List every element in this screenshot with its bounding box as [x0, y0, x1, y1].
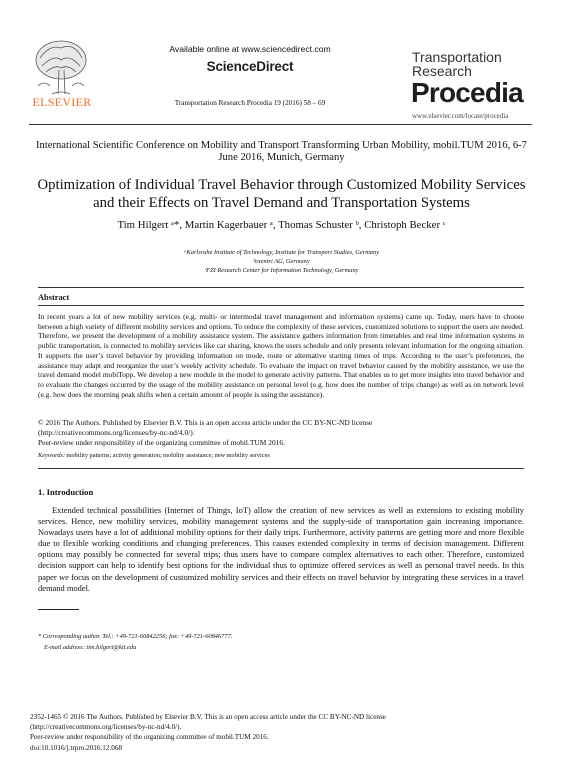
available-online-text: Available online at www.sciencedirect.com	[169, 44, 331, 54]
affiliation-a: ᵃKarlsruhe Institute of Technology, Institute for Transport Studies, Germany	[183, 249, 380, 256]
author-list: Tim Hilgert ᵃ*, Martin Kagerbauer ᵃ, Thomas Schuster ᵇ, Christoph Becker ᶜ	[117, 219, 446, 231]
page-footer	[30, 712, 510, 753]
procedia-logo-text: Procedia	[411, 77, 523, 108]
abstract-copyright-line: © 2016 The Authors. Published by Elsevier B.V. This is an open access article under the CC BY-NC-ND license	[38, 418, 373, 427]
footer-doi[interactable]: doi:10.1016/j.trpro.2016.12.068	[30, 743, 123, 752]
procedia-line-1: Transportation	[412, 49, 502, 65]
abstract-peer-review: Peer-review under responsibility of the organizing committee of mobil.TUM 2016.	[38, 438, 285, 447]
journal-reference: Transportation Research Procedia 19 (2016) 58 – 69	[174, 99, 326, 107]
paper-title: Optimization of Individual Travel Behavior through Customized Mobility Services and their Effects on Travel Demand and Transportation Systems	[37, 177, 526, 211]
footer-license-link[interactable]: (http://creativecommons.org/licenses/by-nc-nd/4.0/).	[30, 723, 182, 732]
abstract-license-link[interactable]: (http://creativecommons.org/licenses/by-nc-nd/4.0/).	[38, 428, 195, 437]
procedia-journal-title	[412, 50, 502, 78]
introduction-body: Extended technical possibilities (Internet of Things, IoT) allow the creation of new services as well as extensions to existing mobility services. Hence, new mobility services, mobility management systems and the supply-side of transportation gain increasing importance. Nowadays users have a lot of additional mobility options for their daily trips. Furthermore, activity patterns are getting more and more flexible due to flexible working conditions and changing preferences. This causes extended complexity in terms of decision management. Different options may possibly be connected for several trips; thus users have to compare complex alternatives to each other. Therefore, customized decision support can help to identify best options for the individual thus to optimize offered services as well as personal travel needs. In this paper we focus on the development of customized mobility services and their effects on travel behavior by integrating these services in a travel demand model.	[38, 505, 524, 593]
keywords	[38, 452, 524, 459]
corresponding-author-note: * Corresponding author. Tel.: +49-721-60842256; fax: +49-721-60846777.	[38, 633, 233, 640]
conference-info: International Scientific Conference on Mobility and Transport Transforming Urban Mobility, mobil.TUM 2016, 6-7 June 2016, Munich, Germany	[36, 140, 527, 163]
keywords-label: Keywords:	[38, 452, 66, 459]
footer-peer-review: Peer-review under responsibility of the organizing committee of mobil.TUM 2016.	[30, 733, 269, 742]
author-email[interactable]: E-mail address: tim.hilgert@kit.edu	[44, 644, 137, 651]
keywords-bottom-rule	[38, 468, 524, 469]
introduction-heading: 1. Introduction	[38, 487, 94, 497]
footer-issn-copyright: 2352-1465 © 2016 The Authors. Published by Elsevier B.V. This is an open access article under the CC BY-NC-ND license	[30, 713, 386, 721]
affiliation-b: ᵇexentri AG, Germany	[253, 258, 310, 265]
abstract-body: In recent years a lot of new mobility services (e.g. multi- or intermodal travel management and information systems) came up. Today, users have to choose between a high variety of different mobility services and options. To reduce the complexity of these services, customized solutions to support the users are needed. Therefore, we present the development of a mobility assistance system. The assistance gathers information from timetables and real time information systems in public transportation, is connected to mobility services like car sharing, knows the users schedule and only presents relevant information for the ongoing situation. It supports the user’s travel behavior by providing information on mode, route or alternative starting times of trips. According to the user’s preferences, the assistance may adapt and reorganize the user’s weekly activity schedule. To evaluate the impact on travel behavior caused by the mobility assistance, we use the travel demand model mobiTopp. We develop a new module in the model to generate activity patterns. That enables us to get more insights into travel behavior and to evaluate the changes occurred by the usage of the mobility assistance on personal level (e.g. how does the number of trips change) as well as on network level (e.g. how does the morning peak shifts when a certain amount of people is using the assistance).	[38, 312, 524, 399]
procedia-url: www.elsevier.com/locate/procedia	[412, 112, 509, 120]
header-divider	[29, 124, 532, 125]
footnote-rule	[38, 609, 79, 610]
abstract-heading-rule	[38, 305, 524, 306]
abstract-heading: Abstract	[38, 293, 70, 302]
keywords-list: mobility patterns; activity generation; mobility assistance; new mobility services	[65, 452, 270, 459]
publisher-name: ELSEVIER	[32, 95, 92, 109]
procedia-line-2: Research	[412, 63, 472, 79]
affiliation-c: ᶜFZI Research Center for Information Technology, Germany	[204, 267, 359, 274]
abstract-top-rule	[38, 287, 524, 288]
sciencedirect-logo-text: ScienceDirect	[206, 59, 294, 74]
